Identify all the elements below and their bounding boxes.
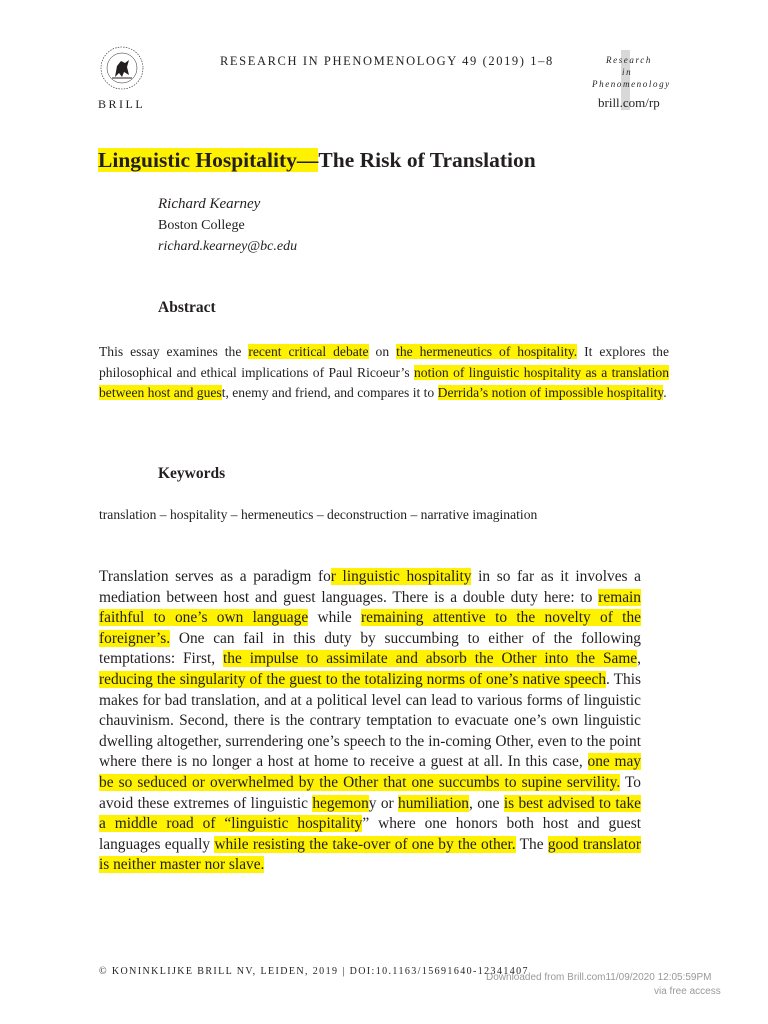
text-run: , one bbox=[469, 794, 504, 812]
highlighted-text: is best advised to take a middle road of “linguistic hospitality bbox=[99, 794, 641, 833]
text-run: It explores the philosophical and ethical implications of Paul Ricoeur’s bbox=[99, 344, 669, 380]
author-name: Richard Kearney bbox=[158, 196, 261, 212]
body-paragraph bbox=[99, 567, 641, 876]
text-run: To avoid these extremes of linguistic bbox=[99, 773, 642, 812]
highlighted-text: one may be so seduced or overwhelmed by the Other that one succumbs to supine servility. bbox=[99, 753, 641, 791]
highlighted-text: while resisting the take-over of one by the other. bbox=[214, 835, 516, 853]
text-run: ” where one honors both host and guest languages equally bbox=[99, 815, 641, 853]
highlighted-text: remaining attentive to the novelty of the foreigner’s. bbox=[99, 609, 641, 647]
copyright-doi-line: © KONINKLIJKE BRILL NV, LEIDEN, 2019 | DOI:10.1163/15691640-12341407 bbox=[99, 966, 529, 977]
text-run: The bbox=[515, 835, 548, 853]
highlighted-text: reducing the singularity of the guest to the totalizing norms of one’s native speech bbox=[99, 670, 607, 688]
title-rest: The Risk of Translation bbox=[318, 148, 536, 172]
text-run: on bbox=[368, 344, 397, 359]
keywords-heading: Keywords bbox=[158, 465, 226, 482]
highlighted-text: r linguistic hospitality bbox=[330, 568, 472, 585]
author-email-link[interactable]: richard.kearney@bc.edu bbox=[158, 239, 298, 254]
text-run: y or bbox=[368, 794, 399, 812]
highlighted-text: the hermeneutics of hospitality. bbox=[396, 344, 578, 359]
download-watermark: Downloaded from Brill.com11/09/2020 12:05:59PM bbox=[486, 972, 712, 983]
highlighted-text: Derrida’s notion of impossible hospitality bbox=[437, 385, 664, 400]
highlighted-text: recent critical debate bbox=[248, 344, 369, 359]
text-run: Translation serves as a paradigm fo bbox=[99, 568, 331, 585]
journal-mark-line: in bbox=[622, 67, 633, 77]
highlighted-text: good translator is neither master nor slave. bbox=[99, 835, 641, 874]
text-run: . bbox=[663, 385, 667, 400]
abstract-paragraph bbox=[99, 342, 669, 404]
publisher-logo bbox=[95, 44, 147, 92]
journal-mark bbox=[590, 54, 670, 90]
text-run: One can fail in this duty by succumbing to either of the following temptations: First, bbox=[99, 629, 641, 668]
title-highlighted: Linguistic Hospitality— bbox=[98, 148, 319, 172]
publisher-wordmark: BRILL bbox=[98, 97, 146, 111]
journal-mark-line: Research bbox=[606, 55, 652, 65]
journal-mark-line: Phenomenology bbox=[592, 79, 671, 89]
journal-url-link[interactable]: brill.com/rp bbox=[598, 95, 660, 110]
text-run: . This makes for bad translation, and at a political level can lead to various forms of linguistic chauvinism. Second, there is the contrary temptation to evacuate one’s own linguistic dwelling altogether, surrendering one’s speech to the in-coming Other, even to the point where there is no longer a host at home to receive a guest at all. In this case, bbox=[99, 670, 642, 771]
highlighted-text: the impulse to assimilate and absorb the Other into the Same bbox=[222, 650, 638, 668]
highlighted-text: humiliation bbox=[398, 794, 469, 812]
article-title bbox=[98, 148, 536, 173]
highlighted-text: hegemon bbox=[312, 794, 369, 812]
highlighted-text: remain faithful to one’s own language bbox=[99, 588, 641, 627]
text-run: while bbox=[308, 609, 362, 627]
text-run: t, enemy and friend, and compares it to bbox=[221, 385, 438, 400]
journal-citation: RESEARCH IN PHENOMENOLOGY 49 (2019) 1–8 bbox=[220, 54, 554, 68]
highlighted-text: notion of linguistic hospitality as a translation between host and gues bbox=[99, 364, 669, 400]
access-watermark: via free access bbox=[654, 986, 721, 997]
keywords-list: translation – hospitality – hermeneutics – deconstruction – narrative imagination bbox=[99, 507, 538, 522]
text-run: This essay examines the bbox=[99, 344, 249, 359]
text-run: , bbox=[637, 650, 641, 668]
abstract-heading: Abstract bbox=[158, 299, 216, 316]
brill-seal-icon bbox=[98, 44, 146, 92]
author-affiliation: Boston College bbox=[158, 218, 245, 233]
text-run: in so far as it involves a mediation between host and guest languages. There is a double duty here: to bbox=[99, 568, 642, 606]
